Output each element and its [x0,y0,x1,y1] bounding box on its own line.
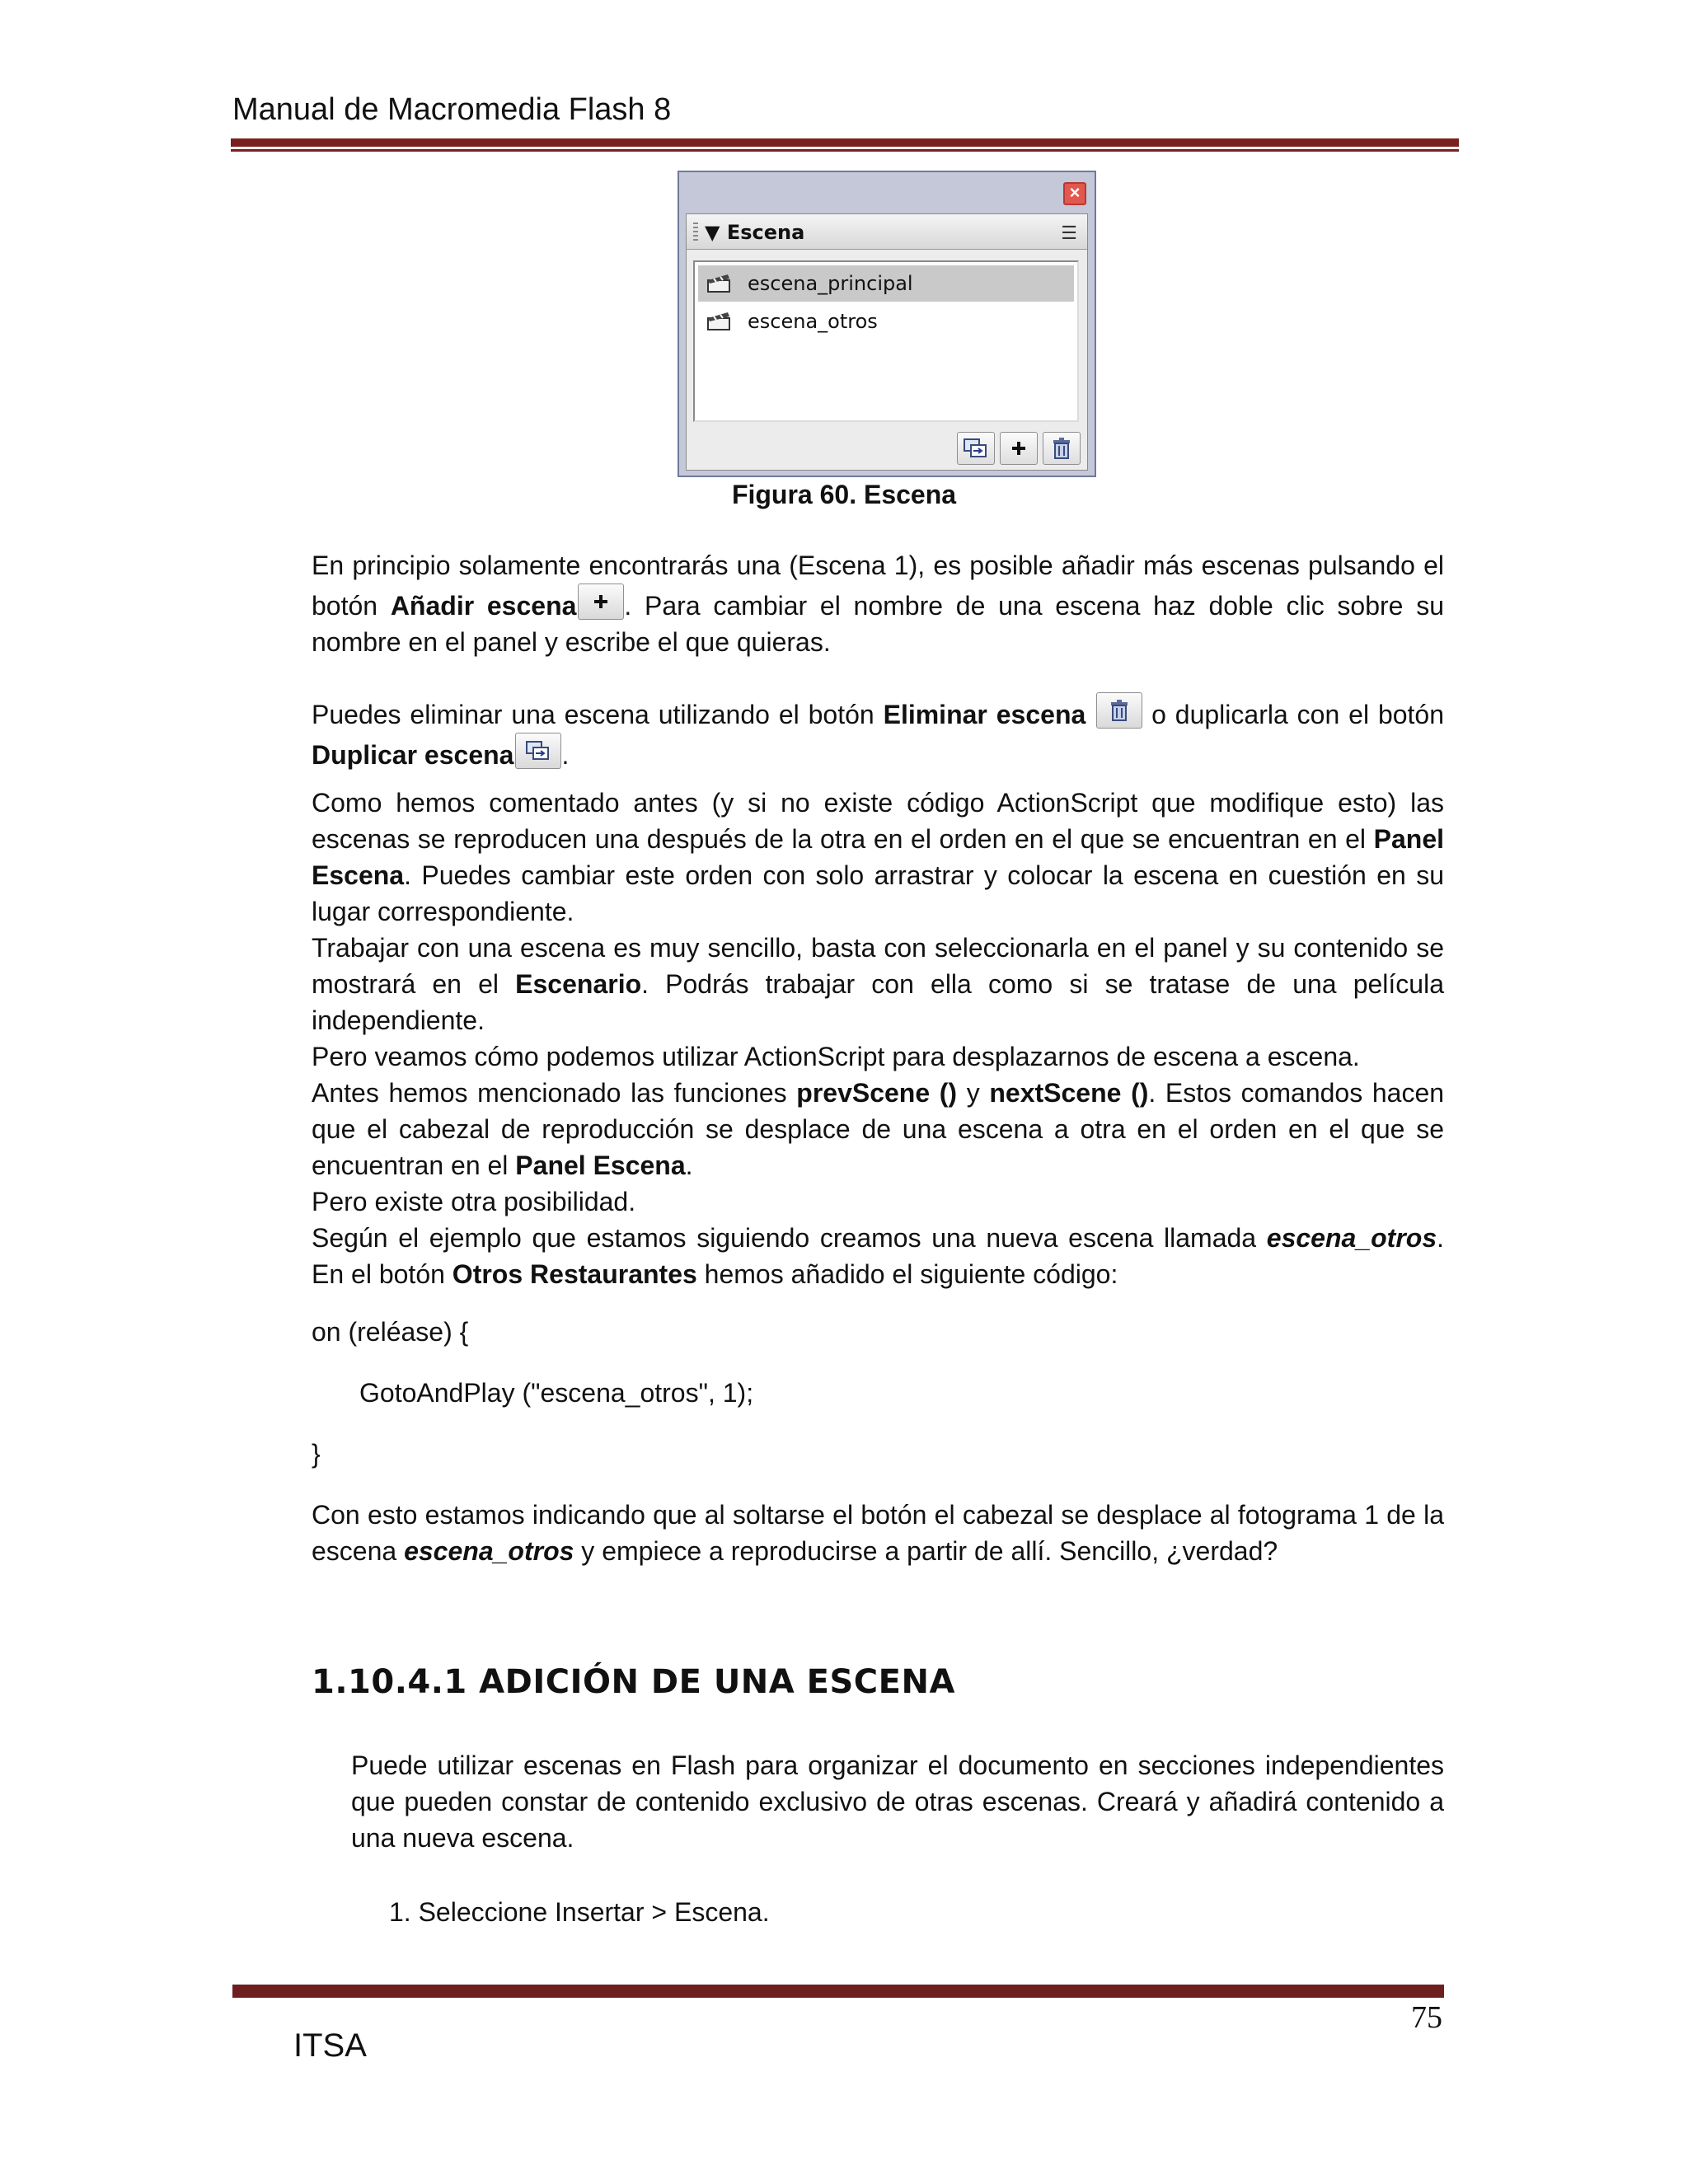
scene-list [693,260,1079,422]
code-line-3: } [312,1439,321,1469]
paragraph-7: Pero existe otra posibilidad. [312,1187,636,1216]
scene-label: escena_principal [748,272,913,295]
panel-menu-icon[interactable]: ☰ [1061,223,1077,243]
paragraph-3: Como hemos comentado antes (y si no existe código ActionScript que modifique esto) las escenas se reproducen una después de la otra en el orden en el que se encuentran en el Panel Escena. Puedes cambiar este orden con solo arrastrar y colocar la escena en cuestión en su lugar correspondiente. [312,788,1444,926]
panel-title: ▼ Escena [705,221,805,244]
section-intro: Puede utilizar escenas en Flash para organizar el documento en secciones independientes que pueden constar de contenido exclusivo de otras escenas. Creará y añadirá contenido a una nueva escena. [351,1750,1444,1853]
panel-toolbar [957,432,1081,465]
paragraph-4: Trabajar con una escena es muy sencillo, basta con seleccionarla en el panel y su contenido se mostrará en el Escenario. Podrás trabajar con ella como si se tratase de una película independiente. [312,933,1445,1035]
page-header-title: Manual de Macromedia Flash 8 [232,92,672,127]
clapperboard-icon [706,272,731,293]
paragraph-5: Pero veamos cómo podemos utilizar ActionScript para desplazarnos de escena a escena. [312,1042,1360,1071]
paragraph-2: Puedes eliminar una escena utilizando el botón Eliminar escena o duplicarla con el botón Duplicar escena . [312,692,1444,773]
paragraph-6: Antes hemos mencionado las funciones prevScene () y nextScene (). Estos comandos hacen que el cabezal de reproducción se desplace de una escena a otra en el orden en el que se encuentran en el Panel Escena. [312,1078,1445,1180]
scene-label: escena_otros [748,310,878,333]
delete-scene-inline-icon [1096,692,1142,729]
footer-rule [232,1985,1444,1998]
duplicate-icon [963,438,989,459]
close-icon[interactable]: × [1063,182,1086,205]
header-rule [231,138,1459,147]
paragraph-8: Según el ejemplo que estamos siguiendo creamos una nueva escena llamada escena_otros. En el botón Otros Restaurantes hemos añadido el siguiente código: [312,1223,1444,1289]
paragraph-1: En principio solamente encontrarás una (Escena 1), es posible añadir más escenas pulsando el botón Añadir escena . Para cambiar el nombre de una escena haz doble clic sobre su nombre en el panel y escribe el que quieras. [312,551,1445,657]
page-number: 75 [1411,2000,1442,2035]
step-1: 1. Seleccione Insertar > Escena. [389,1897,770,1927]
scene-list-item[interactable] [698,265,1074,302]
add-scene-button[interactable] [1000,432,1038,465]
footer-org: ITSA [293,2027,367,2064]
paragraph-9: Con esto estamos indicando que al soltarse el botón el cabezal se desplace al fotograma 1 de la escena escena_otros y empiece a reproducirse a partir de allí. Sencillo, ¿verdad? [312,1500,1444,1566]
plus-icon [1009,438,1029,458]
scene-panel-figure [678,171,1096,477]
header-rule-thin [231,149,1459,152]
code-line-1: on (reléase) { [312,1317,469,1347]
clapperboard-icon [706,310,731,331]
scene-list-item[interactable] [698,303,1074,340]
trash-icon [1051,437,1072,460]
duplicate-scene-inline-icon [515,733,561,769]
delete-scene-button[interactable] [1043,432,1081,465]
scene-panel [686,213,1088,471]
add-scene-inline-icon [578,583,624,620]
panel-titlebar[interactable] [687,214,1087,250]
figure-caption: Figura 60. Escena [731,480,957,509]
grip-icon[interactable] [693,223,698,241]
duplicate-scene-button[interactable] [957,432,995,465]
code-line-2: GotoAndPlay ("escena_otros", 1); [359,1378,754,1408]
section-heading: 1.10.4.1 ADICIÓN DE UNA ESCENA [312,1663,955,1701]
